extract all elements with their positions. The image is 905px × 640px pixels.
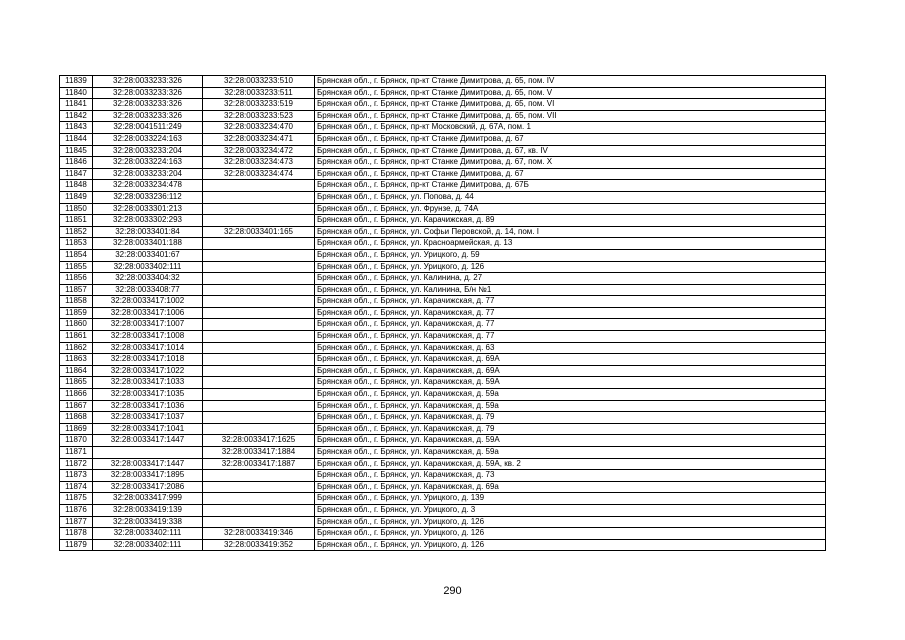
linked-cadastral-number-cell <box>203 377 315 389</box>
linked-cadastral-number-cell: 32:28:0033419:352 <box>203 539 315 551</box>
linked-cadastral-number-cell: 32:28:0033234:470 <box>203 122 315 134</box>
cadastral-number-cell: 32:28:0033417:1041 <box>93 423 203 435</box>
address-cell: Брянская обл., г. Брянск, ул. Урицкого, д. 126 <box>315 261 826 273</box>
address-cell: Брянская обл., г. Брянск, пр-кт Станке Димитрова, д. 65, пом. VII <box>315 110 826 122</box>
cadastral-number-cell: 32:28:0033402:111 <box>93 539 203 551</box>
table-row <box>60 307 826 319</box>
row-number-cell: 11844 <box>60 133 93 145</box>
cadastral-number-cell: 32:28:0033401:188 <box>93 238 203 250</box>
row-number-cell: 11876 <box>60 504 93 516</box>
cadastral-number-cell: 32:28:0033417:1447 <box>93 458 203 470</box>
cadastral-number-cell: 32:28:0033417:1447 <box>93 435 203 447</box>
linked-cadastral-number-cell <box>203 215 315 227</box>
linked-cadastral-number-cell: 32:28:0033234:472 <box>203 145 315 157</box>
address-cell: Брянская обл., г. Брянск, ул. Урицкого, д. 3 <box>315 504 826 516</box>
address-cell: Брянская обл., г. Брянск, ул. Фрунзе, д. 74А <box>315 203 826 215</box>
row-number-cell: 11857 <box>60 284 93 296</box>
address-cell: Брянская обл., г. Брянск, ул. Урицкого, д. 126 <box>315 516 826 528</box>
linked-cadastral-number-cell <box>203 400 315 412</box>
table-row <box>60 76 826 88</box>
cadastral-number-cell: 32:28:0033302:293 <box>93 215 203 227</box>
address-cell: Брянская обл., г. Брянск, ул. Карачижская, д. 77 <box>315 296 826 308</box>
cadastral-number-cell <box>93 447 203 459</box>
cadastral-number-cell: 32:28:0033233:326 <box>93 99 203 111</box>
cadastral-number-cell: 32:28:0033233:204 <box>93 168 203 180</box>
row-number-cell: 11868 <box>60 412 93 424</box>
row-number-cell: 11866 <box>60 389 93 401</box>
cadastral-number-cell: 32:28:0033417:1008 <box>93 331 203 343</box>
address-cell: Брянская обл., г. Брянск, ул. Урицкого, д. 59 <box>315 249 826 261</box>
row-number-cell: 11867 <box>60 400 93 412</box>
cadastral-number-cell: 32:28:0033234:478 <box>93 180 203 192</box>
row-number-cell: 11879 <box>60 539 93 551</box>
cadastral-number-cell: 32:28:0033417:1036 <box>93 400 203 412</box>
address-cell: Брянская обл., г. Брянск, пр-кт Московский, д. 67А, пом. 1 <box>315 122 826 134</box>
linked-cadastral-number-cell: 32:28:0033234:474 <box>203 168 315 180</box>
address-cell: Брянская обл., г. Брянск, ул. Карачижская, д. 63 <box>315 342 826 354</box>
row-number-cell: 11848 <box>60 180 93 192</box>
cadastral-number-cell: 32:28:0033419:139 <box>93 504 203 516</box>
linked-cadastral-number-cell <box>203 249 315 261</box>
row-number-cell: 11873 <box>60 470 93 482</box>
address-cell: Брянская обл., г. Брянск, ул. Карачижская, д. 59а <box>315 389 826 401</box>
address-cell: Брянская обл., г. Брянск, ул. Софьи Перовской, д. 14, пом. I <box>315 226 826 238</box>
table-row <box>60 365 826 377</box>
row-number-cell: 11875 <box>60 493 93 505</box>
address-cell: Брянская обл., г. Брянск, пр-кт Станке Димитрова, д. 67Б <box>315 180 826 192</box>
linked-cadastral-number-cell: 32:28:0033233:510 <box>203 76 315 88</box>
row-number-cell: 11878 <box>60 528 93 540</box>
address-cell: Брянская обл., г. Брянск, ул. Карачижская, д. 73 <box>315 470 826 482</box>
cadastral-number-cell: 32:28:0033419:338 <box>93 516 203 528</box>
cadastral-number-cell: 32:28:0033233:326 <box>93 76 203 88</box>
row-number-cell: 11859 <box>60 307 93 319</box>
page-number: 290 <box>443 585 462 597</box>
address-cell: Брянская обл., г. Брянск, ул. Карачижская, д. 59А, кв. 2 <box>315 458 826 470</box>
linked-cadastral-number-cell: 32:28:0033417:1625 <box>203 435 315 447</box>
address-cell: Брянская обл., г. Брянск, пр-кт Станке Димитрова, д. 65, пом. V <box>315 87 826 99</box>
table-row <box>60 493 826 505</box>
table-row <box>60 203 826 215</box>
row-number-cell: 11852 <box>60 226 93 238</box>
table-row <box>60 296 826 308</box>
table-row <box>60 504 826 516</box>
row-number-cell: 11861 <box>60 331 93 343</box>
linked-cadastral-number-cell <box>203 493 315 505</box>
linked-cadastral-number-cell: 32:28:0033233:511 <box>203 87 315 99</box>
address-cell: Брянская обл., г. Брянск, ул. Калинина, Б/н №1 <box>315 284 826 296</box>
table-row <box>60 215 826 227</box>
table-row <box>60 447 826 459</box>
linked-cadastral-number-cell <box>203 481 315 493</box>
table-row <box>60 423 826 435</box>
table-row <box>60 157 826 169</box>
cadastral-number-cell: 32:28:0033233:204 <box>93 145 203 157</box>
table-row <box>60 435 826 447</box>
cadastral-number-cell: 32:28:0033417:1018 <box>93 354 203 366</box>
address-cell: Брянская обл., г. Брянск, ул. Урицкого, д. 126 <box>315 528 826 540</box>
linked-cadastral-number-cell <box>203 389 315 401</box>
linked-cadastral-number-cell <box>203 516 315 528</box>
linked-cadastral-number-cell <box>203 423 315 435</box>
table-row <box>60 273 826 285</box>
cadastral-number-cell: 32:28:0033417:1035 <box>93 389 203 401</box>
linked-cadastral-number-cell <box>203 284 315 296</box>
row-number-cell: 11839 <box>60 76 93 88</box>
cadastral-number-cell: 32:28:0033404:32 <box>93 273 203 285</box>
table-row <box>60 539 826 551</box>
address-cell: Брянская обл., г. Брянск, пр-кт Станке Димитрова, д. 67 <box>315 168 826 180</box>
table-row <box>60 191 826 203</box>
cadastral-number-cell: 32:28:0033402:111 <box>93 528 203 540</box>
row-number-cell: 11850 <box>60 203 93 215</box>
row-number-cell: 11847 <box>60 168 93 180</box>
row-number-cell: 11846 <box>60 157 93 169</box>
address-cell: Брянская обл., г. Брянск, ул. Карачижская, д. 59А <box>315 377 826 389</box>
linked-cadastral-number-cell: 32:28:0033419:346 <box>203 528 315 540</box>
cadastral-number-cell: 32:28:0033236:112 <box>93 191 203 203</box>
linked-cadastral-number-cell <box>203 191 315 203</box>
cadastral-number-cell: 32:28:0033417:1006 <box>93 307 203 319</box>
linked-cadastral-number-cell <box>203 273 315 285</box>
address-cell: Брянская обл., г. Брянск, ул. Урицкого, д. 139 <box>315 493 826 505</box>
row-number-cell: 11840 <box>60 87 93 99</box>
table-row <box>60 377 826 389</box>
cadastral-number-cell: 32:28:0033417:1022 <box>93 365 203 377</box>
cadastral-number-cell: 32:28:0033233:326 <box>93 87 203 99</box>
linked-cadastral-number-cell <box>203 261 315 273</box>
table-row <box>60 528 826 540</box>
row-number-cell: 11864 <box>60 365 93 377</box>
cadastral-number-cell: 32:28:0033224:163 <box>93 157 203 169</box>
cadastral-number-cell: 32:28:0041511:249 <box>93 122 203 134</box>
cadastral-number-cell: 32:28:0033417:1895 <box>93 470 203 482</box>
address-cell: Брянская обл., г. Брянск, ул. Карачижская, д. 77 <box>315 307 826 319</box>
cadastral-number-cell: 32:28:0033402:111 <box>93 261 203 273</box>
cadastral-number-cell: 32:28:0033417:1007 <box>93 319 203 331</box>
address-cell: Брянская обл., г. Брянск, ул. Карачижская, д. 77 <box>315 319 826 331</box>
address-cell: Брянская обл., г. Брянск, ул. Карачижская, д. 79 <box>315 412 826 424</box>
address-cell: Брянская обл., г. Брянск, пр-кт Станке Димитрова, д. 67, кв. IV <box>315 145 826 157</box>
row-number-cell: 11872 <box>60 458 93 470</box>
cadastral-number-cell: 32:28:0033401:84 <box>93 226 203 238</box>
linked-cadastral-number-cell <box>203 470 315 482</box>
address-cell: Брянская обл., г. Брянск, ул. Карачижская, д. 89 <box>315 215 826 227</box>
linked-cadastral-number-cell <box>203 412 315 424</box>
linked-cadastral-number-cell: 32:28:0033234:473 <box>203 157 315 169</box>
table-row <box>60 319 826 331</box>
row-number-cell: 11863 <box>60 354 93 366</box>
row-number-cell: 11856 <box>60 273 93 285</box>
linked-cadastral-number-cell: 32:28:0033417:1884 <box>203 447 315 459</box>
cadastral-number-cell: 32:28:0033408:77 <box>93 284 203 296</box>
linked-cadastral-number-cell <box>203 203 315 215</box>
table-row <box>60 110 826 122</box>
row-number-cell: 11845 <box>60 145 93 157</box>
table-row <box>60 87 826 99</box>
row-number-cell: 11842 <box>60 110 93 122</box>
linked-cadastral-number-cell <box>203 331 315 343</box>
address-cell: Брянская обл., г. Брянск, ул. Карачижская, д. 69А <box>315 354 826 366</box>
cadastral-number-cell: 32:28:0033224:163 <box>93 133 203 145</box>
linked-cadastral-number-cell: 32:28:0033401:165 <box>203 226 315 238</box>
row-number-cell: 11860 <box>60 319 93 331</box>
row-number-cell: 11870 <box>60 435 93 447</box>
row-number-cell: 11851 <box>60 215 93 227</box>
linked-cadastral-number-cell: 32:28:0033233:519 <box>203 99 315 111</box>
table-row <box>60 226 826 238</box>
table-row <box>60 354 826 366</box>
linked-cadastral-number-cell <box>203 319 315 331</box>
table-row <box>60 389 826 401</box>
row-number-cell: 11854 <box>60 249 93 261</box>
linked-cadastral-number-cell <box>203 238 315 250</box>
linked-cadastral-number-cell <box>203 307 315 319</box>
address-cell: Брянская обл., г. Брянск, ул. Карачижская, д. 59а <box>315 447 826 459</box>
linked-cadastral-number-cell <box>203 504 315 516</box>
address-cell: Брянская обл., г. Брянск, ул. Карачижская, д. 69а <box>315 481 826 493</box>
address-cell: Брянская обл., г. Брянск, ул. Карачижская, д. 59А <box>315 435 826 447</box>
cadastral-number-cell: 32:28:0033417:1033 <box>93 377 203 389</box>
table-row <box>60 133 826 145</box>
table-row <box>60 168 826 180</box>
table-row <box>60 516 826 528</box>
linked-cadastral-number-cell <box>203 296 315 308</box>
table-row <box>60 122 826 134</box>
address-cell: Брянская обл., г. Брянск, ул. Попова, д. 44 <box>315 191 826 203</box>
row-number-cell: 11865 <box>60 377 93 389</box>
linked-cadastral-number-cell <box>203 342 315 354</box>
table-row <box>60 481 826 493</box>
table-row <box>60 238 826 250</box>
address-cell: Брянская обл., г. Брянск, ул. Урицкого, д. 126 <box>315 539 826 551</box>
linked-cadastral-number-cell <box>203 365 315 377</box>
cadastral-number-cell: 32:28:0033301:213 <box>93 203 203 215</box>
cadastral-number-cell: 32:28:0033417:999 <box>93 493 203 505</box>
linked-cadastral-number-cell: 32:28:0033234:471 <box>203 133 315 145</box>
cadastral-number-cell: 32:28:0033233:326 <box>93 110 203 122</box>
table-row <box>60 470 826 482</box>
row-number-cell: 11858 <box>60 296 93 308</box>
cadastral-number-cell: 32:28:0033417:1037 <box>93 412 203 424</box>
address-cell: Брянская обл., г. Брянск, пр-кт Станке Димитрова, д. 67, пом. X <box>315 157 826 169</box>
table-row <box>60 342 826 354</box>
row-number-cell: 11849 <box>60 191 93 203</box>
row-number-cell: 11841 <box>60 99 93 111</box>
table-row <box>60 400 826 412</box>
table-row <box>60 145 826 157</box>
document-page <box>59 75 825 551</box>
register-table <box>59 75 826 551</box>
cadastral-number-cell: 32:28:0033417:1002 <box>93 296 203 308</box>
address-cell: Брянская обл., г. Брянск, ул. Калинина, д. 27 <box>315 273 826 285</box>
table-row <box>60 331 826 343</box>
address-cell: Брянская обл., г. Брянск, ул. Красноармейская, д. 13 <box>315 238 826 250</box>
address-cell: Брянская обл., г. Брянск, ул. Карачижская, д. 77 <box>315 331 826 343</box>
row-number-cell: 11877 <box>60 516 93 528</box>
address-cell: Брянская обл., г. Брянск, ул. Карачижская, д. 79 <box>315 423 826 435</box>
table-row <box>60 284 826 296</box>
table-row <box>60 249 826 261</box>
row-number-cell: 11855 <box>60 261 93 273</box>
address-cell: Брянская обл., г. Брянск, пр-кт Станке Димитрова, д. 65, пом. IV <box>315 76 826 88</box>
linked-cadastral-number-cell: 32:28:0033417:1887 <box>203 458 315 470</box>
cadastral-number-cell: 32:28:0033417:2086 <box>93 481 203 493</box>
row-number-cell: 11853 <box>60 238 93 250</box>
register-table-body <box>60 76 826 551</box>
address-cell: Брянская обл., г. Брянск, пр-кт Станке Димитрова, д. 65, пом. VI <box>315 99 826 111</box>
table-row <box>60 180 826 192</box>
row-number-cell: 11843 <box>60 122 93 134</box>
row-number-cell: 11862 <box>60 342 93 354</box>
row-number-cell: 11871 <box>60 447 93 459</box>
table-row <box>60 261 826 273</box>
row-number-cell: 11874 <box>60 481 93 493</box>
table-row <box>60 458 826 470</box>
table-row <box>60 412 826 424</box>
cadastral-number-cell: 32:28:0033401:67 <box>93 249 203 261</box>
address-cell: Брянская обл., г. Брянск, пр-кт Станке Димитрова, д. 67 <box>315 133 826 145</box>
table-row <box>60 99 826 111</box>
linked-cadastral-number-cell: 32:28:0033233:523 <box>203 110 315 122</box>
address-cell: Брянская обл., г. Брянск, ул. Карачижская, д. 59а <box>315 400 826 412</box>
row-number-cell: 11869 <box>60 423 93 435</box>
linked-cadastral-number-cell <box>203 180 315 192</box>
address-cell: Брянская обл., г. Брянск, ул. Карачижская, д. 69А <box>315 365 826 377</box>
linked-cadastral-number-cell <box>203 354 315 366</box>
cadastral-number-cell: 32:28:0033417:1014 <box>93 342 203 354</box>
